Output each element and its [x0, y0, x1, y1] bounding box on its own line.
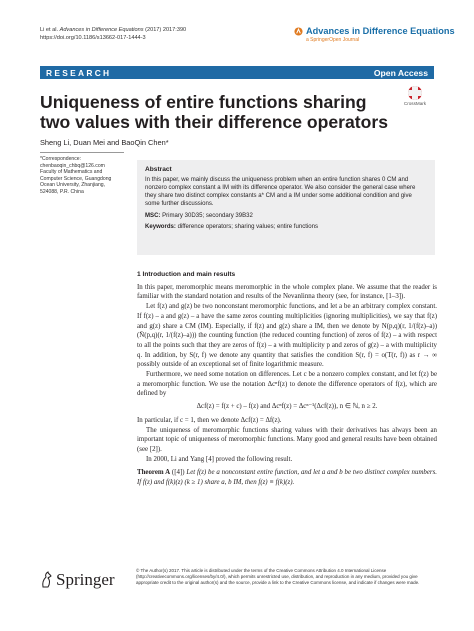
journal-name: Advances in Difference Equations	[306, 26, 455, 36]
theorem-ref[interactable]: ([4])	[170, 469, 187, 477]
paragraph-3: Furthermore, we need some notation on differences. Let c be a nonzero complex constant, and let f(z) be a meromorphic function. We use the notation Δcⁿf(z) to denote the difference operators of f(z), which are defined by	[137, 371, 437, 398]
journal-brand	[294, 26, 455, 43]
difference-equation: Δcf(z) = f(z + c) – f(z) and Δcⁿf(z) = Δcⁿ⁻¹(Δcf(z)), n ∈ ℕ, n ≥ 2.	[196, 403, 378, 411]
crossmark-icon	[408, 86, 422, 100]
citation-header	[40, 27, 186, 42]
open-access-label: Open Access	[373, 67, 428, 78]
crossmark-badge[interactable]	[397, 86, 433, 106]
crossmark-label: CrossMark	[403, 101, 427, 106]
article-body	[137, 270, 437, 488]
msc-value: Primary 30D35; secondary 39B32	[160, 213, 253, 220]
doi-link[interactable]: https://doi.org/10.1186/s13662-017-1444-3	[40, 34, 146, 41]
msc-row	[145, 213, 427, 219]
correspondence-block	[40, 156, 120, 196]
paragraph-4: In particular, if c = 1, then we denote Δcf(z) = Δf(z).	[137, 416, 282, 424]
license-text: © The Author(s) 2017. This article is distributed under the terms of the Creative Commons Attribution 4.0 International License (http://creativecommons.org/licenses/by/4.0/), which permits unrestricted use, distribution, and reproduction in any medium, provided you give appropriate credit to the original author(s) and the source, provide a link to the Creative Commons license, and indicate if changes were made.	[136, 568, 420, 586]
correspondence-label: *Correspondence:	[40, 156, 82, 162]
author-list: Sheng Li, Duan Mei and BaoQin Chen*	[40, 138, 169, 147]
paragraph-6: In 2000, Li and Yang [4] proved the following result.	[146, 455, 293, 463]
msc-label: MSC:	[145, 213, 161, 220]
correspondence-email[interactable]: chenbaoqin_chbq@126.com	[40, 162, 105, 169]
springer-horse-icon	[40, 571, 53, 589]
paragraph-2: Let f(z) and g(z) be two nonconstant meromorphic functions, and let a be an arbitrary complex constant. If f(z) – a and g(z) – a have the same zeros counting multiplicities (ignoring multiplicities), we say that f(z) and g(z) share a CM (IM). Especially, if f(z) and g(z) share a IM, then we denote by N(p,q)(r, 1/(f(z)–a)) (N̄(p,q)(r, 1/(f(z)–a))) the counting function (the reduced counting function) of zeros of f(z) – a with respect to all the points such that they are zeros of f(z) – a with multiplicity p and zeros of g(z) – a with multiplicity q. In addition, by S(r, f) we denote any quantity that satisfies the condition S(r, f) = o(T(r, f)) as r → ∞ possibly outside of an exceptional set of finite logarithmic measure.	[137, 303, 437, 369]
abstract-text: In this paper, we mainly discuss the uniqueness problem when an entire function shares 0 CM and nonzero complex constant a IM with its difference operator. We also consider the general case where they share two distinct complex constants a* CM and a IM under some additional condition and give some further discussions.	[145, 177, 416, 208]
springer-open-icon	[294, 27, 303, 36]
abstract-box	[137, 160, 435, 255]
correspondence-divider	[40, 152, 124, 153]
journal-logo	[294, 26, 455, 36]
theorem-text: Let f(z) be a nonconstant entire function, and let a and b be two distinct complex numbers. If f(z) and f(k)(z) (k ≥ 1) share a, b IM, then f(z) ≡ f(k)(z).	[137, 469, 438, 487]
publisher-name: Springer	[56, 570, 115, 589]
keywords-label: Keywords:	[145, 224, 176, 231]
research-label: RESEARCH	[46, 67, 112, 78]
paragraph-5: The uniqueness of meromorphic functions sharing values with their derivatives has always been an important topic of uniqueness of meromorphic functions. Many good and general results have been obtained (see [2]).	[137, 426, 437, 453]
paragraph-1: In this paper, meromorphic means meromorphic in the whole complex plane. We assume that the reader is familiar with the standard notation and results of the Nevanlinna theory (see, for instance, [1–3]).	[137, 283, 437, 301]
correspondence-affiliation: Faculty of Mathematics and Computer Science, Guangdong Ocean University, Zhanjiang, 524088, P.R. China	[40, 169, 112, 195]
article-title: Uniqueness of entire functions sharing two values with their difference operators	[40, 92, 389, 132]
journal-subtitle: a SpringerOpen Journal	[306, 37, 360, 43]
keywords-row	[145, 224, 427, 230]
springer-logo	[40, 570, 115, 590]
keywords-value: difference operators; sharing values; entire functions	[175, 224, 318, 231]
theorem-label: Theorem A	[137, 469, 171, 477]
abstract-heading: Abstract	[145, 166, 172, 173]
article-type-banner	[40, 66, 434, 79]
section-heading: 1 Introduction and main results	[137, 271, 236, 278]
theorem-a	[137, 468, 437, 487]
citation-line: Li et al. Advances in Difference Equations (2017) 2017:390	[40, 27, 187, 33]
